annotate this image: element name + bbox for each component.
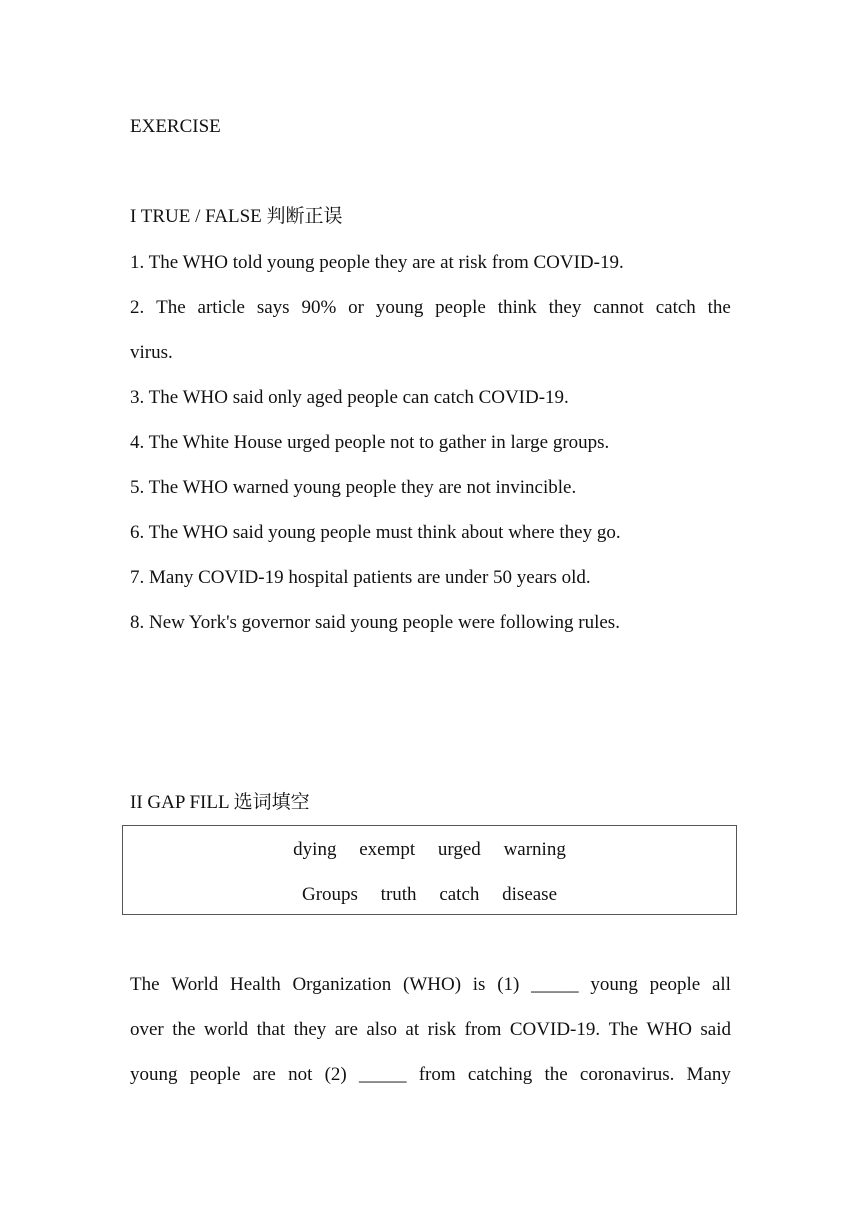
word: are	[252, 1064, 276, 1085]
word: the	[707, 297, 731, 318]
word-bank-word: exempt	[359, 839, 416, 860]
tf-item-2-words	[130, 296, 731, 320]
word: risk	[427, 1019, 457, 1040]
word: Many	[686, 1064, 731, 1085]
word: they	[548, 297, 582, 318]
word: are	[334, 1019, 358, 1040]
word: cannot	[593, 297, 644, 318]
word: Health	[230, 974, 281, 995]
word: not	[288, 1064, 313, 1085]
word: world	[203, 1019, 249, 1040]
word-bank-word: disease	[502, 884, 558, 905]
word-bank	[122, 825, 737, 915]
exercise-heading: EXERCISE	[130, 116, 221, 137]
tf-item-2-line-1	[130, 296, 731, 320]
tf-item-1: 1. The WHO told young people they are at risk from COVID-19.	[130, 252, 624, 273]
word-bank-word: warning	[503, 839, 566, 860]
tf-item-8: 8. New York's governor said young people were following rules.	[130, 612, 620, 633]
word: people	[649, 974, 701, 995]
tf-item-2-line-2: virus.	[130, 342, 173, 363]
word: (1)	[497, 974, 520, 995]
word: from	[418, 1064, 456, 1085]
word: _____	[358, 1064, 407, 1085]
word: World	[171, 974, 219, 995]
word-bank-word: urged	[437, 839, 481, 860]
word: said	[700, 1019, 731, 1040]
word: people	[435, 297, 486, 318]
section-true-false-title: I TRUE / FALSE 判断正误	[130, 206, 343, 227]
passage-line-3-words	[130, 1063, 731, 1087]
word: The	[608, 1019, 639, 1040]
word: young	[590, 974, 638, 995]
word-bank-word: Groups	[301, 884, 358, 905]
tf-item-6: 6. The WHO said young people must think about where they go.	[130, 522, 621, 543]
word: that	[256, 1019, 286, 1040]
word: catching	[467, 1064, 533, 1085]
word: the	[544, 1064, 568, 1085]
word: WHO	[646, 1019, 692, 1040]
passage-line-1	[130, 973, 731, 997]
tf-item-3: 3. The WHO said only aged people can catch COVID-19.	[130, 387, 569, 408]
word: says	[256, 297, 290, 318]
word: 90%	[301, 297, 337, 318]
section-gap-fill-title: II GAP FILL 选词填空	[130, 792, 310, 813]
word: from	[464, 1019, 502, 1040]
word: (WHO)	[403, 974, 462, 995]
word-bank-row-2	[123, 883, 736, 907]
word: also	[366, 1019, 397, 1040]
word: coronavirus.	[579, 1064, 675, 1085]
word: COVID-19.	[509, 1019, 601, 1040]
word-bank-word: catch	[439, 884, 480, 905]
word: is	[472, 974, 486, 995]
word-bank-row-1	[123, 838, 736, 862]
tf-item-4: 4. The White House urged people not to gather in large groups.	[130, 432, 610, 453]
word: Organization	[292, 974, 392, 995]
word: The	[130, 974, 160, 995]
word: 2.	[130, 297, 145, 318]
word: all	[711, 974, 731, 995]
word: young	[130, 1064, 178, 1085]
word: over	[130, 1019, 164, 1040]
word: they	[293, 1019, 327, 1040]
passage-line-2-words	[130, 1018, 731, 1042]
word: the	[172, 1019, 196, 1040]
word: people	[189, 1064, 241, 1085]
tf-item-7: 7. Many COVID-19 hospital patients are under 50 years old.	[130, 567, 591, 588]
word: young	[375, 297, 424, 318]
passage-line-1-words	[130, 973, 731, 997]
word: article	[197, 297, 245, 318]
word-bank-word: truth	[380, 884, 417, 905]
word: at	[405, 1019, 420, 1040]
word-bank-word: dying	[293, 839, 337, 860]
word: The	[156, 297, 186, 318]
passage-line-2	[130, 1018, 731, 1042]
tf-item-5: 5. The WHO warned young people they are not invincible.	[130, 477, 577, 498]
word: catch	[655, 297, 696, 318]
passage-line-3	[130, 1063, 731, 1087]
word: or	[348, 297, 364, 318]
word: think	[497, 297, 537, 318]
word: _____	[531, 974, 579, 995]
word: (2)	[324, 1064, 347, 1085]
